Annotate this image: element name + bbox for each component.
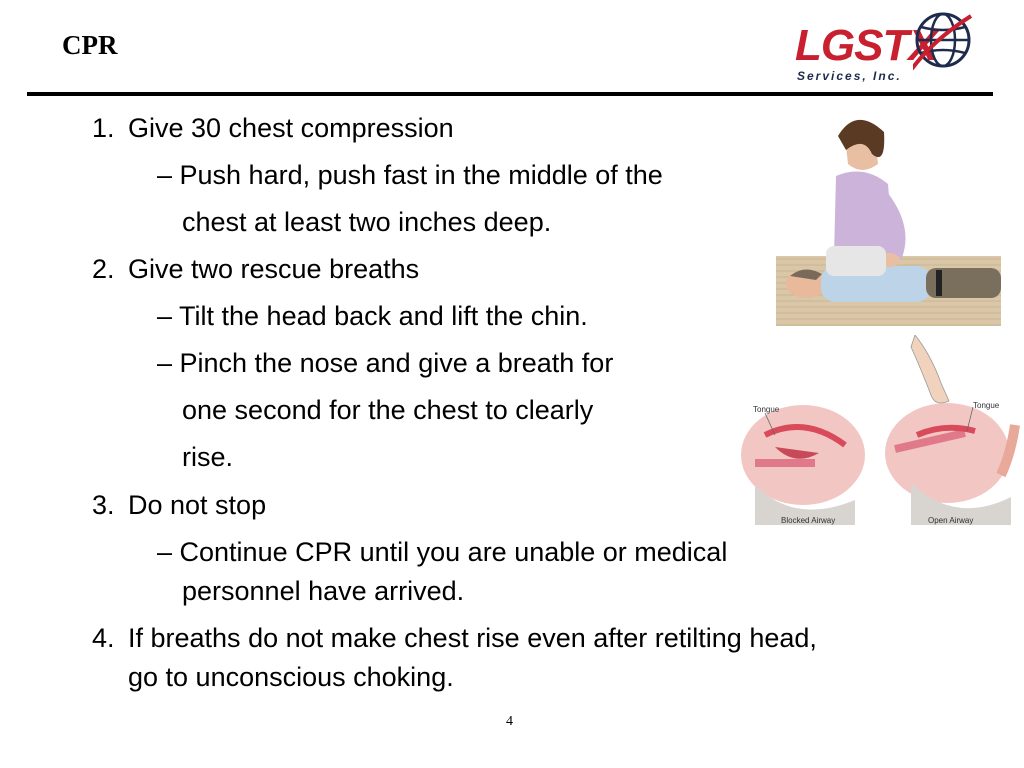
- title-divider: [27, 92, 993, 96]
- step-continuation: go to unconscious choking.: [128, 662, 454, 692]
- step-4: [92, 622, 817, 654]
- step-text: If breaths do not make chest rise even after retilting head,: [128, 623, 817, 653]
- airway-label-left: Tongue: [753, 405, 780, 414]
- step-number: 3.: [92, 490, 115, 520]
- subpoint-line: personnel have arrived.: [182, 576, 465, 606]
- cpr-photo: [776, 106, 1001, 326]
- subpoint-line: – Continue CPR until you are unable or medical: [157, 537, 728, 567]
- subpoint-line: chest at least two inches deep.: [182, 207, 552, 237]
- slide-title: CPR: [62, 30, 118, 60]
- step-text: Give 30 chest compression: [128, 113, 454, 143]
- airway-caption-left: Blocked Airway: [781, 516, 836, 525]
- airway-label-right: Tongue: [973, 401, 1000, 410]
- subpoint-line: – Push hard, push fast in the middle of the: [157, 160, 663, 190]
- step-2: [92, 253, 419, 285]
- logo-brand-text: LGSTX: [795, 21, 937, 70]
- company-logo: [795, 8, 975, 84]
- globe-icon: [913, 10, 973, 74]
- airway-illustration: [735, 335, 1024, 535]
- airway-caption-right: Open Airway: [928, 516, 974, 525]
- step-number: 2.: [92, 254, 115, 284]
- page-number: 4: [506, 714, 513, 729]
- subpoint-line: – Pinch the nose and give a breath for: [157, 348, 614, 378]
- subpoint-line: one second for the chest to clearly: [182, 395, 594, 425]
- subpoint-line: rise.: [182, 442, 234, 472]
- step-3: [92, 489, 266, 521]
- airway-diagram: [735, 335, 1024, 535]
- step-text: Give two rescue breaths: [128, 254, 420, 284]
- subpoint-line: – Tilt the head back and lift the chin.: [157, 301, 588, 331]
- step-1: [92, 112, 454, 144]
- logo-subtitle: Services, Inc.: [797, 69, 902, 83]
- step-number: 1.: [92, 113, 115, 143]
- step-text: Do not stop: [128, 490, 267, 520]
- step-number: 4.: [92, 623, 115, 653]
